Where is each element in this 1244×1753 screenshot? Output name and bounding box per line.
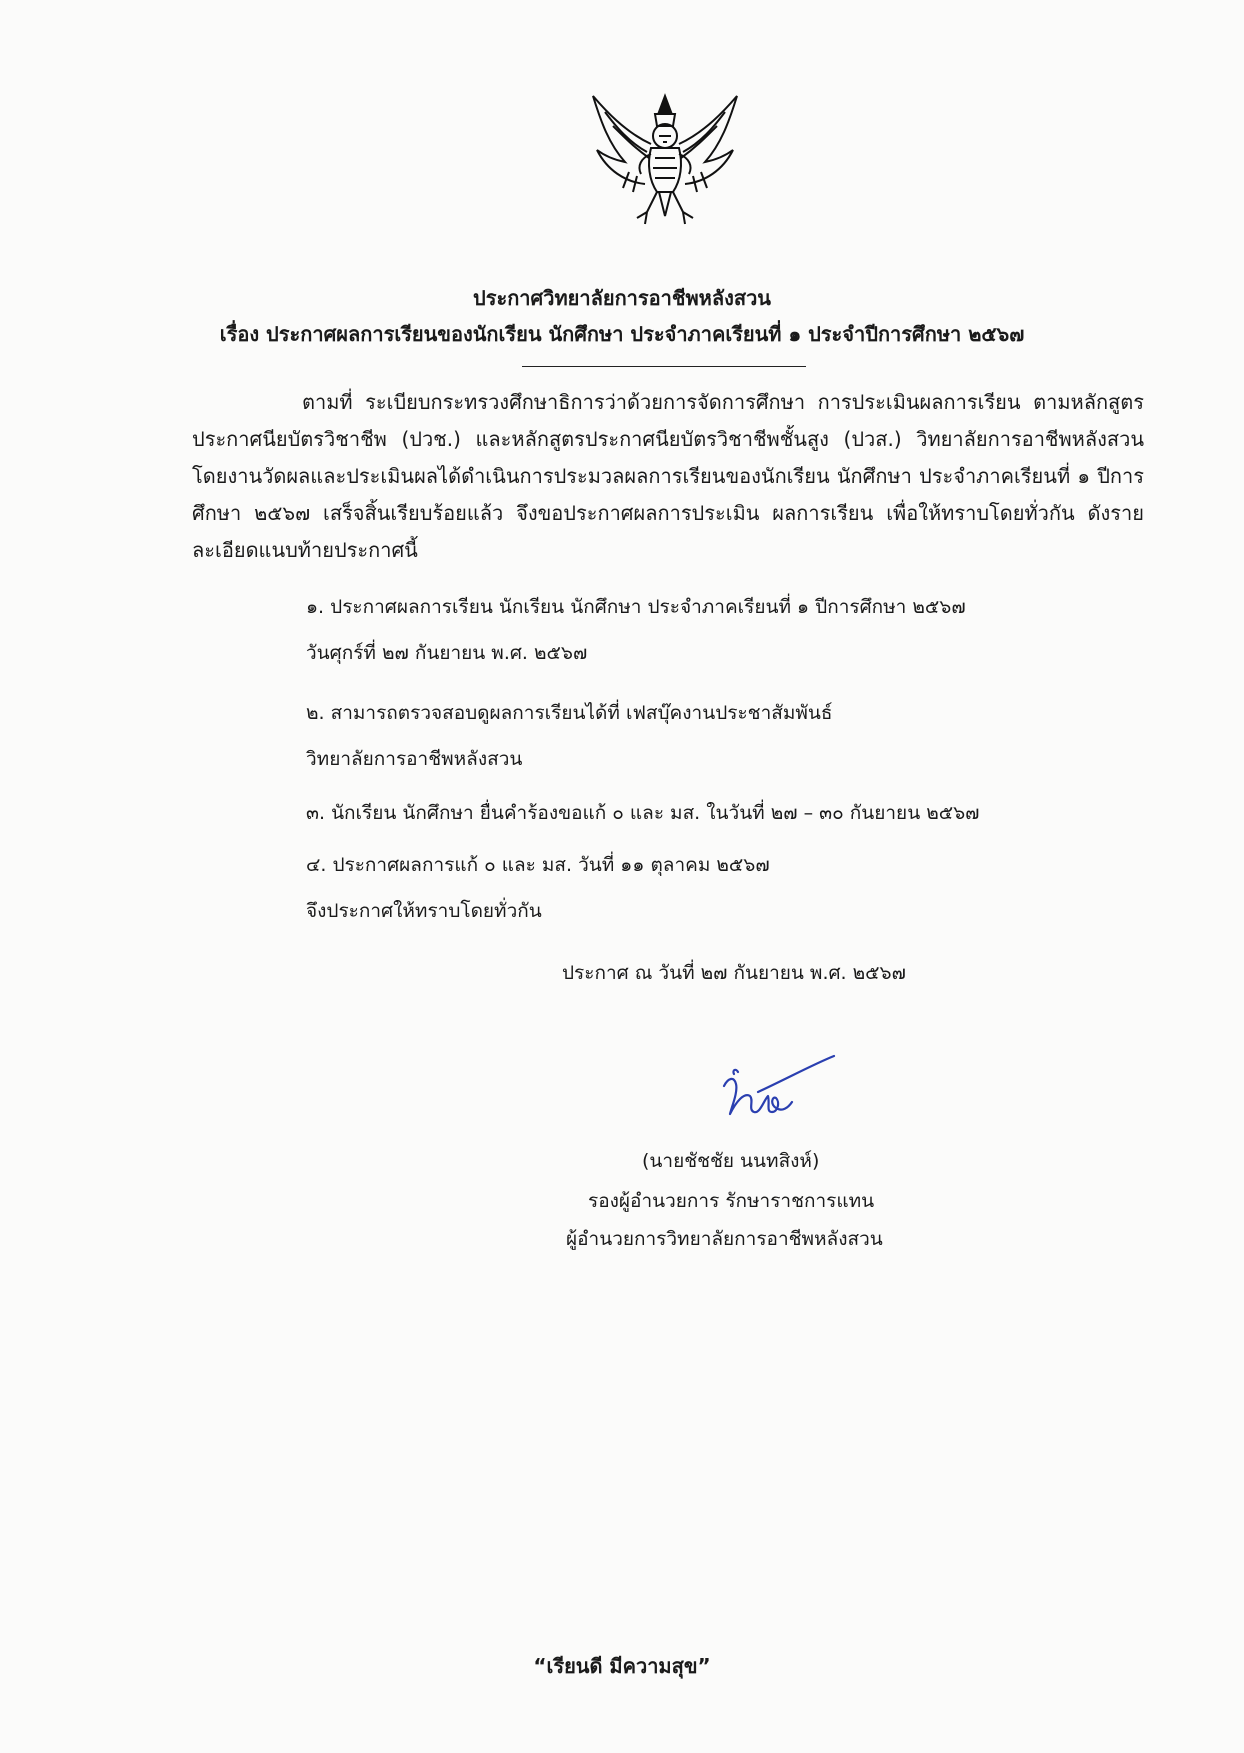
- signatory-name: (นายชัชชัย นนทสิงห์): [642, 1150, 820, 1172]
- title-divider: [522, 366, 806, 367]
- list-item: ๒. สามารถตรวจสอบดูผลการเรียนได้ที่ เฟสบุ๊คงานประชาสัมพันธ์: [306, 702, 833, 724]
- list-item: ๑. ประกาศผลการเรียน นักเรียน นักศึกษา ประจำภาคเรียนที่ ๑ ปีการศึกษา ๒๕๖๗: [306, 596, 966, 618]
- closing-line: จึงประกาศให้ทราบโดยทั่วกัน: [306, 900, 542, 922]
- garuda-emblem-icon: [585, 92, 745, 232]
- list-item: ๔. ประกาศผลการแก้ ๐ และ มส. วันที่ ๑๑ ตุลาคม ๒๕๖๗: [306, 854, 770, 876]
- list-item: วันศุกร์ที่ ๒๗ กันยายน พ.ศ. ๒๕๖๗: [306, 642, 588, 664]
- signature-icon: [718, 1052, 838, 1130]
- list-item: วิทยาลัยการอาชีพหลังสวน: [306, 748, 523, 770]
- body-paragraph: ตามที่ ระเบียบกระทรวงศึกษาธิการว่าด้วยการจัดการศึกษา การประเมินผลการเรียน ตามหลักสูตรประกาศนียบัตรวิชาชีพ (ปวช.) และหลักสูตรประกาศนียบัตรวิชาชีพชั้นสูง (ปวส.) วิทยาลัยการอาชีพหลังสวน โดยงานวัดผลและประเมินผลได้ดำเนินการประมวลผลการเรียนของนักเรียน นักศึกษา ประจำภาคเรียนที่ ๑ ปีการศึกษา ๒๕๖๗ เสร็จสิ้นเรียบร้อยแล้ว จึงขอประกาศผลการประเมิน ผลการเรียน เพื่อให้ทราบโดยทั่วกัน ดังรายละเอียดแนบท้ายประกาศนี้: [192, 390, 1144, 562]
- announcement-date: ประกาศ ณ วันที่ ๒๗ กันยายน พ.ศ. ๒๕๖๗: [562, 962, 906, 984]
- signatory-position-director: ผู้อำนวยการวิทยาลัยการอาชีพหลังสวน: [566, 1228, 883, 1250]
- signatory-position-acting: รองผู้อำนวยการ รักษาราชการแทน: [588, 1190, 875, 1212]
- announcement-title: ประกาศวิทยาลัยการอาชีพหลังสวน: [473, 286, 771, 310]
- list-item: ๓. นักเรียน นักศึกษา ยื่นคำร้องขอแก้ ๐ และ มส. ในวันที่ ๒๗ – ๓๐ กันยายน ๒๕๖๗: [306, 802, 980, 824]
- announcement-subject: เรื่อง ประกาศผลการเรียนของนักเรียน นักศึกษา ประจำภาคเรียนที่ ๑ ประจำปีการศึกษา ๒๕๖๗: [219, 322, 1025, 346]
- footer-slogan: “เรียนดี มีความสุข”: [533, 1654, 711, 1678]
